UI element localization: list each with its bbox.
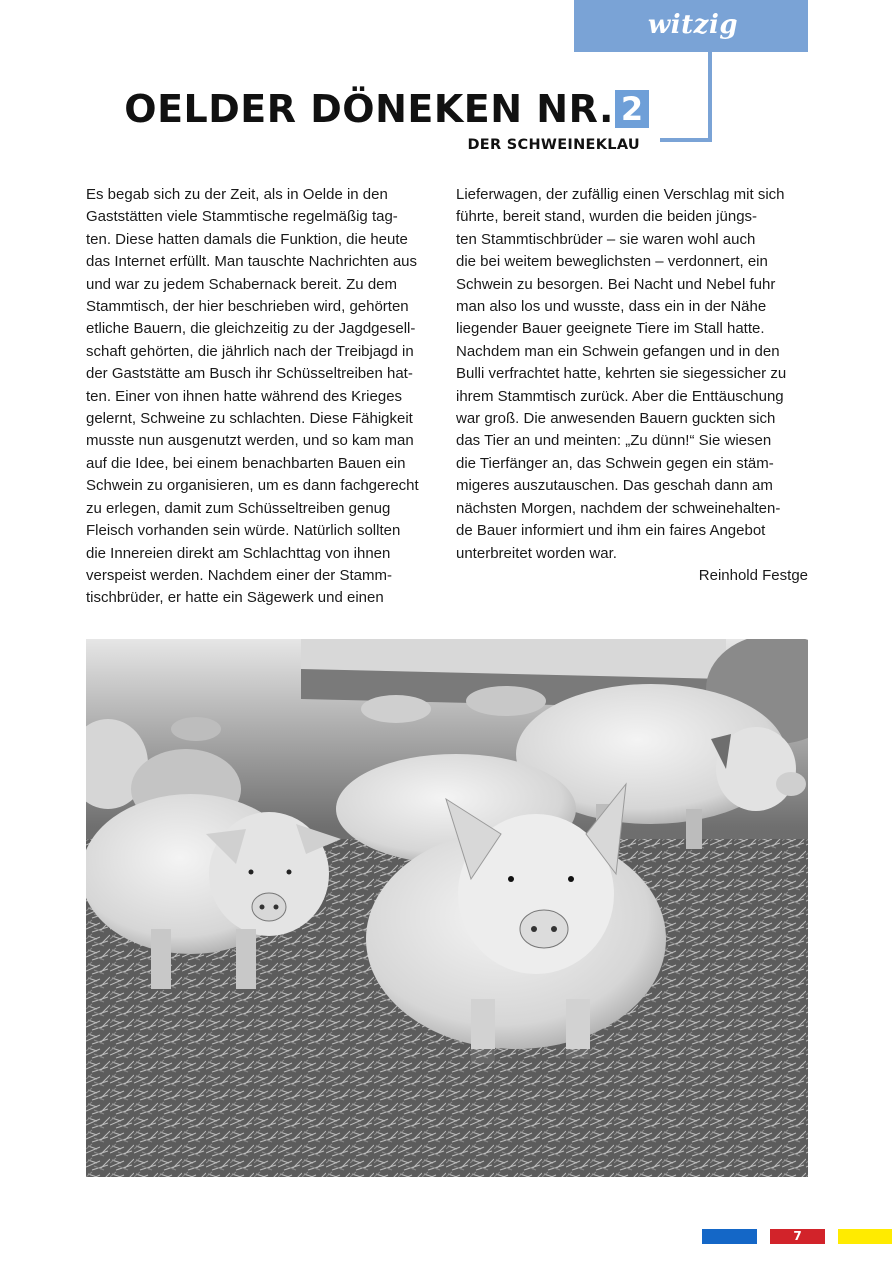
text-line: ihrem Stammtisch zurück. Aber die Enttäuschung — [456, 387, 784, 405]
text-line: etliche Bauern, die gleichzeitig zu der Jagdgesell- — [86, 320, 416, 338]
text-line: de Bauer informiert und ihm ein faires Angebot — [456, 522, 766, 540]
text-line: man also los und wusste, dass ein in der Nähe — [456, 298, 767, 316]
text-line: nächsten Morgen, nachdem der schweinehalten- — [456, 499, 781, 517]
text-line: unterbreitet worden war. — [456, 544, 617, 562]
title-number-badge: 2 — [615, 90, 649, 128]
category-tag-label: witzig — [647, 10, 738, 40]
page-number: 7 — [770, 1229, 825, 1244]
pigs-photo — [86, 639, 808, 1177]
text-line: Fleisch vorhanden sein würde. Natürlich sollten — [86, 522, 401, 540]
footer-yellow-bar — [838, 1229, 892, 1244]
text-line: das Internet erfüllt. Man tauschte Nachrichten aus — [86, 253, 418, 271]
text-line: migeres auszutauschen. Das geschah dann am — [456, 477, 773, 495]
text-line: liegender Bauer geeignete Tiere im Stall hatte. — [456, 320, 765, 338]
footer-blue-bar — [702, 1229, 757, 1244]
article-column-right — [456, 184, 808, 565]
text-line: und war zu jedem Schabernack bereit. Zu dem — [86, 275, 397, 293]
text-line: war groß. Die anwesenden Bauern guckten sich — [456, 410, 776, 428]
text-line: der Gaststätte am Busch ihr Schüsseltreiben hat- — [86, 365, 413, 383]
category-tag — [574, 0, 808, 52]
text-line: ten. Diese hatten damals die Funktion, die heute — [86, 230, 408, 248]
text-line: Schwein zu organisieren, um es dann fachgerecht — [86, 477, 419, 495]
text-line: Bulli verfrachtet hatte, kehrten sie siegessicher zu — [456, 365, 787, 383]
text-line: das Tier an und meinten: „Zu dünn!“ Sie wiesen — [456, 432, 772, 450]
text-line: Schwein zu besorgen. Bei Nacht und Nebel fuhr — [456, 275, 776, 293]
page-title: OELDER DÖNEKEN NR. — [124, 87, 614, 131]
text-line: verspeist werden. Nachdem einer der Stamm- — [86, 566, 392, 584]
text-line: die bei weitem beweglichsten – verdonnert, ein — [456, 253, 768, 271]
page-subtitle: DER SCHWEINEKLAU — [467, 137, 640, 153]
text-line: Es begab sich zu der Zeit, als in Oelde in den — [86, 186, 388, 203]
text-line: ten. Einer von ihnen hatte während des Krieges — [86, 387, 403, 405]
decorative-bracket-vertical — [708, 52, 712, 142]
text-line: Nachdem man ein Schwein gefangen und in den — [456, 342, 780, 360]
article-column-left — [86, 184, 438, 610]
text-line: Gaststätten viele Stammtische regelmäßig tag- — [86, 208, 398, 226]
text-line: ten Stammtischbrüder – sie waren wohl auch — [456, 230, 756, 248]
text-line: Stammtisch, der hier beschrieben wird, gehörten — [86, 298, 409, 316]
text-line: zu erlegen, damit zum Schüsseltreiben genug — [86, 499, 391, 517]
decorative-bracket-horizontal — [660, 138, 712, 142]
text-line: auf die Idee, bei einem benachbarten Bauen ein — [86, 454, 406, 472]
text-line: tischbrüder, er hatte ein Sägewerk und einen — [86, 589, 384, 607]
text-line: die Innereien direkt am Schlachttag von ihnen — [86, 544, 391, 562]
text-line: schaft gehörten, die jährlich nach der Treibjagd in — [86, 342, 414, 360]
text-line: die Tierfänger an, das Schwein gegen ein stäm- — [456, 454, 774, 472]
article-author: Reinhold Festge — [698, 567, 808, 584]
text-line: gelernt, Schweine zu schlachten. Diese Fähigkeit — [86, 410, 413, 428]
text-line: musste nun ausgenutzt werden, und so kam man — [86, 432, 414, 450]
text-line: führte, bereit stand, wurden die beiden jüngs- — [456, 208, 758, 226]
text-line: Lieferwagen, der zufällig einen Verschlag mit sich — [456, 186, 785, 203]
